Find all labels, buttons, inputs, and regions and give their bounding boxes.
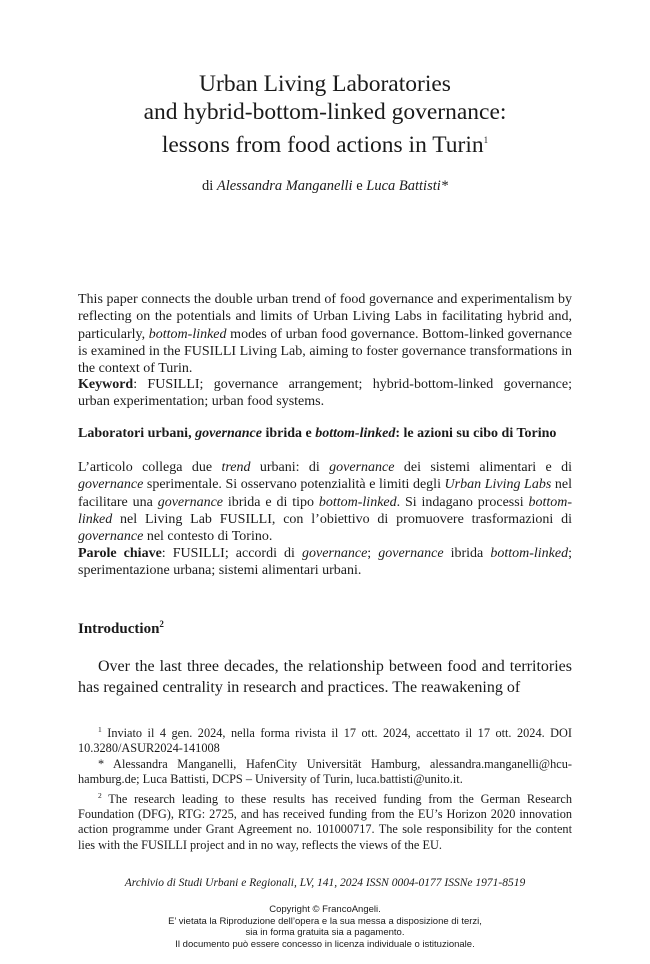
title-line-1: Urban Living Laboratories	[199, 71, 451, 97]
copyright-line-2: E’ vietata la Riproduzione dell’opera e la sua messa a disposizione di terzi,	[168, 915, 482, 927]
abstract-english	[78, 291, 572, 377]
kw-it-1-i: governance	[301, 546, 368, 561]
abstract-italian	[78, 459, 572, 545]
it-p6: ibrida e di tipo	[223, 494, 319, 510]
footnote-authors: * Alessandra Manganelli, HafenCity Universität Hamburg, alessandra.manganelli@hcu-hamburg.de; Luca Battisti, DCPS – University of Turin, luca.battisti@unito.it.	[78, 756, 572, 787]
keywords-it-label: Parole chiave	[78, 546, 162, 561]
byline-conjunction: e	[356, 178, 363, 194]
it-title-i2: bottom-linked	[315, 426, 396, 441]
it-p8: nel Living Lab FUSILLI, con l’obiettivo di promuovere trasformazioni di	[112, 511, 572, 527]
byline-prefix: di	[201, 178, 214, 194]
footnote-2	[78, 788, 572, 854]
keywords-en-list: : FUSILLI; governance arrangement; hybrid-bottom-linked governance; urban experimentation; urban food systems.	[78, 377, 572, 410]
introduction-paragraph: Over the last three decades, the relationship between food and territories has regained centrality in research and practices. The reawakening of	[78, 658, 572, 696]
kw-it-3-i: bottom-linked	[490, 546, 569, 561]
it-p4-i: Urban Living Labs	[444, 477, 552, 493]
copyright-line-3: sia in forma gratuita sia a pagamento.	[245, 927, 405, 938]
it-title-a: Laboratori urbani,	[78, 426, 196, 441]
it-p7-i: bottom-linked	[78, 494, 573, 527]
copyright-notice	[60, 904, 590, 950]
footnote-1-text: Inviato il 4 gen. 2024, nella forma rivista il 17 ott. 2024, accettato il 17 ott. 2024. DOI 10.3280/ASUR2024-141008	[78, 726, 572, 756]
title-line-2: and hybrid-bottom-linked governance:	[143, 99, 507, 125]
footnote-2-mark: 2	[98, 790, 102, 800]
abstract-en-text-a: This paper connects the double urban trend of food governance and experimentalism by reflecting on the potentials and limits of Urban Living Labs in facilitating hybrid and, particularly,	[78, 292, 572, 342]
title-line-3-text: lessons from food actions in Turin	[161, 132, 484, 158]
it-title-c: : le azioni su cibo di Torino	[395, 426, 557, 441]
abstract-en-text-b: modes of urban food governance. Bottom-linked governance is examined in the FUSILLI Living Lab, aiming to foster governance transformations in the context of Turin.	[78, 326, 572, 377]
it-p9: nel contesto di Torino.	[143, 529, 273, 545]
kw-it-3: ibrida	[443, 546, 491, 561]
title-line-3	[60, 126, 590, 159]
it-p6-i: bottom-linked	[318, 494, 397, 510]
it-title-i1: governance	[195, 426, 262, 441]
it-p2-i: governance	[329, 460, 395, 475]
footnote-2-text: The research leading to these results has received funding from the German Research Foundation (DFG), RTG: 2725, and has received funding from the EU’s Horizon 2020 innovation action programme under Grant Agreement no. 101000717. The sole responsibility for the content lies with the FUSILLI project and in no way, reflects the views of the EU.	[78, 791, 572, 852]
author-2: Luca Battisti*	[366, 178, 449, 194]
it-title-b: ibrida e	[261, 426, 316, 441]
section-heading-introduction	[78, 619, 164, 638]
author-byline	[60, 178, 590, 195]
kw-it-2: ;	[367, 546, 379, 561]
italian-abstract-title	[78, 425, 572, 442]
footnote-1	[78, 722, 572, 757]
title-footnote-mark: 1	[483, 135, 489, 145]
it-p3-i: governance	[78, 477, 144, 493]
journal-citation: Archivio di Studi Urbani e Regionali, LV, 141, 2024 ISSN 0004-0177 ISSNe 1971-8519	[124, 877, 526, 889]
copyright-line-1: Copyright © FrancoAngeli.	[269, 904, 381, 915]
it-p4: sperimentale. Si osservano potenzialità e limiti degli	[143, 477, 445, 493]
footnote-1-mark: 1	[98, 725, 102, 734]
introduction-heading-text: Introduction	[78, 621, 160, 637]
it-p8-i: governance	[78, 529, 144, 545]
footnotes	[78, 722, 572, 853]
kw-it-1: : FUSILLI; accordi di	[161, 546, 302, 561]
paper-title	[60, 70, 590, 159]
copyright-line-4: Il documento può essere concesso in licenza individuale o istituzionale.	[175, 938, 475, 950]
author-1: Alessandra Manganelli	[216, 178, 353, 194]
kw-it-4: ; sperimentazione urbana; sistemi alimentari urbani.	[78, 546, 572, 579]
it-p5-i: governance	[157, 494, 223, 510]
it-p3: dei sistemi alimentari e di	[394, 460, 572, 475]
kw-it-2-i: governance	[378, 546, 444, 561]
it-p1-i: trend	[221, 460, 251, 475]
abstract-en-italic: bottom-linked	[148, 326, 227, 342]
keywords-en-label: Keyword	[78, 377, 134, 392]
it-p5: nel facilitare una	[78, 477, 572, 510]
introduction-footnote-mark: 2	[159, 619, 164, 629]
keywords-italian	[78, 545, 572, 580]
it-p2: urbani: di	[250, 460, 330, 475]
keywords-english	[78, 376, 572, 411]
it-p7: . Si indagano processi	[396, 494, 529, 510]
it-p1: L’articolo collega due	[78, 460, 222, 475]
